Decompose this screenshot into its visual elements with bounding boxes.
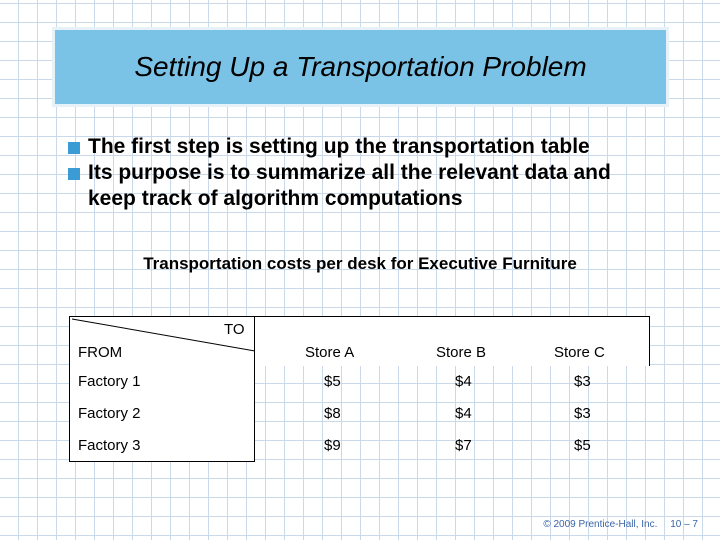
bullet-text: The first step is setting up the transportation table xyxy=(88,135,590,158)
table-caption: Transportation costs per desk for Executive Furniture xyxy=(143,254,577,273)
title-bar xyxy=(52,27,669,107)
square-bullet-icon xyxy=(68,142,80,154)
cost-cell: $4 xyxy=(455,373,472,390)
bullet-item xyxy=(68,134,688,160)
row-label-factory-2: Factory 2 xyxy=(78,405,141,422)
column-header-store-a: Store A xyxy=(305,344,355,361)
cost-cell: $3 xyxy=(574,373,591,390)
copyright-text: © 2009 Prentice-Hall, Inc. xyxy=(543,519,658,530)
slide-footer xyxy=(533,519,698,530)
column-header-store-c: Store C xyxy=(554,344,605,361)
transportation-table xyxy=(69,316,650,462)
bullet-text: Its purpose is to summarize all the relevant data and keep track of algorithm computations xyxy=(88,161,611,210)
cost-cell: $9 xyxy=(324,437,341,454)
row-label-factory-1: Factory 1 xyxy=(78,373,141,390)
from-label: FROM xyxy=(78,344,123,361)
bullet-item xyxy=(68,160,688,212)
cost-cell: $5 xyxy=(324,373,341,390)
to-label: TO xyxy=(224,321,245,338)
slide-title: Setting Up a Transportation Problem xyxy=(134,51,587,82)
bullet-list xyxy=(68,134,688,212)
square-bullet-icon xyxy=(68,168,80,180)
cost-cell: $7 xyxy=(455,437,472,454)
page-number: 10 – 7 xyxy=(670,519,698,530)
cost-cell: $4 xyxy=(455,405,472,422)
column-header-store-b: Store B xyxy=(436,344,487,361)
row-label-factory-3: Factory 3 xyxy=(78,437,141,454)
cost-cell: $5 xyxy=(574,437,591,454)
cost-cell: $8 xyxy=(324,405,341,422)
cost-cell: $3 xyxy=(574,405,591,422)
